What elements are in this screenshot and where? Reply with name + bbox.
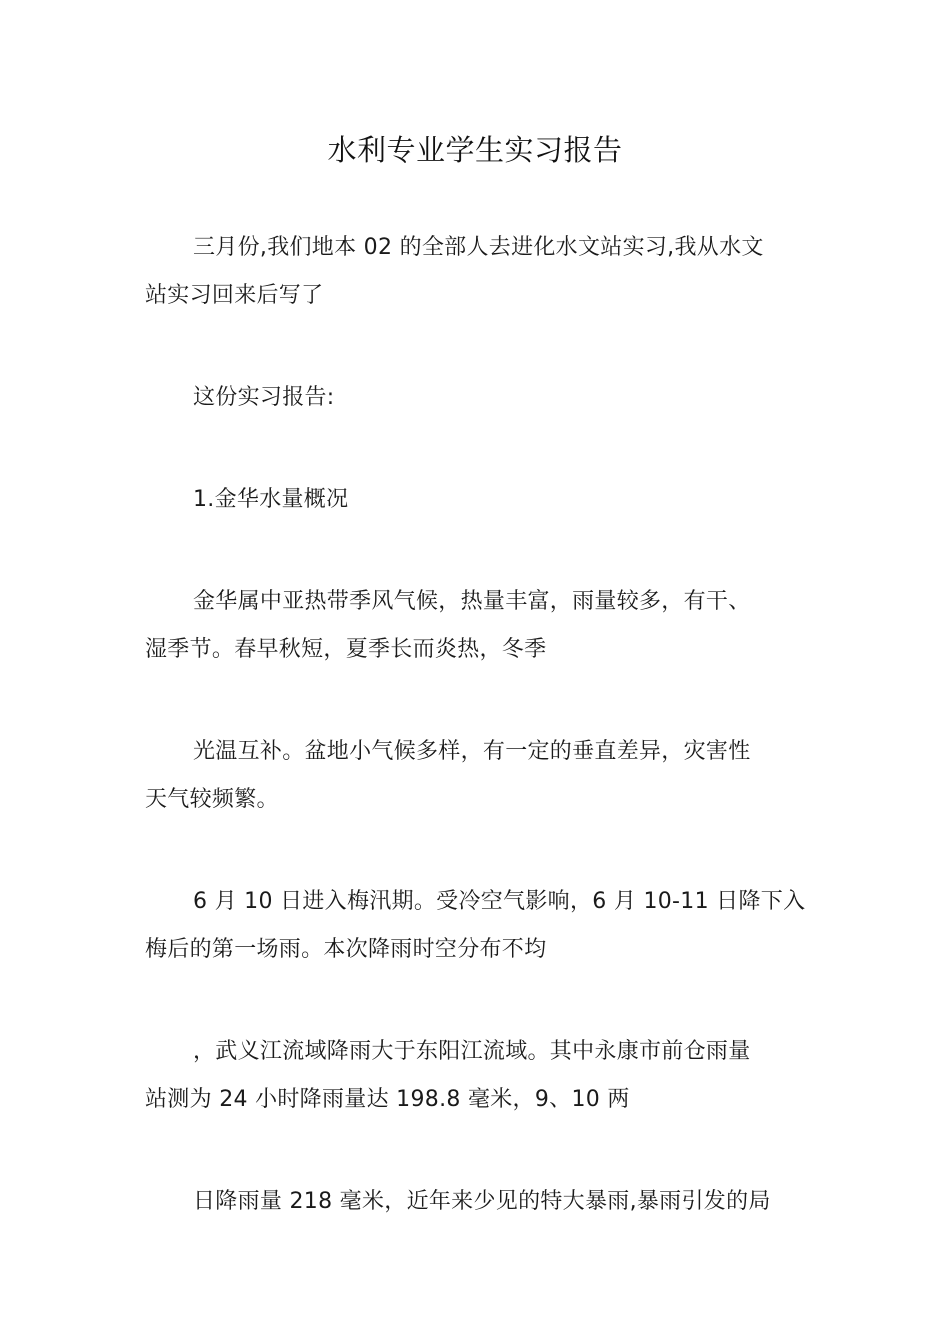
paragraph-line: 三月份,我们地本 02 的全部人去进化水文站实习,我从水文 xyxy=(193,235,764,260)
paragraph-line: 这份实习报告: xyxy=(193,385,335,410)
document-title: 水利专业学生实习报告 xyxy=(327,133,623,167)
paragraph-line: 梅后的第一场雨。本次降雨时空分布不均 xyxy=(145,937,547,962)
paragraph-line: 站测为 24 小时降雨量达 198.8 毫米，9、10 两 xyxy=(145,1087,630,1112)
paragraph xyxy=(145,728,807,824)
paragraph xyxy=(145,476,807,524)
paragraph xyxy=(145,1028,807,1124)
paragraph-line: 金华属中亚热带季风气候，热量丰富，雨量较多，有干、 xyxy=(193,589,751,614)
paragraph-line: ，武义江流域降雨大于东阳江流域。其中永康市前仓雨量 xyxy=(193,1039,751,1064)
paragraph xyxy=(145,224,807,320)
paragraph-line: 日降雨量 218 毫米，近年来少见的特大暴雨,暴雨引发的局 xyxy=(193,1189,771,1214)
paragraph-line: 湿季节。春早秋短，夏季长而炎热，冬季 xyxy=(145,637,547,662)
paragraph xyxy=(145,1178,807,1226)
document-body xyxy=(145,224,807,1280)
paragraph-line: 光温互补。盆地小气候多样，有一定的垂直差异，灾害性 xyxy=(193,739,751,764)
paragraph-line: 天气较频繁。 xyxy=(145,787,279,812)
paragraph-line: 6 月 10 日进入梅汛期。受冷空气影响，6 月 10-11 日降下入 xyxy=(193,889,806,914)
paragraph-line: 站实习回来后写了 xyxy=(145,283,324,308)
paragraph xyxy=(145,878,807,974)
paragraph xyxy=(145,374,807,422)
paragraph xyxy=(145,578,807,674)
paragraph-line: 1.金华水量概况 xyxy=(193,487,349,512)
